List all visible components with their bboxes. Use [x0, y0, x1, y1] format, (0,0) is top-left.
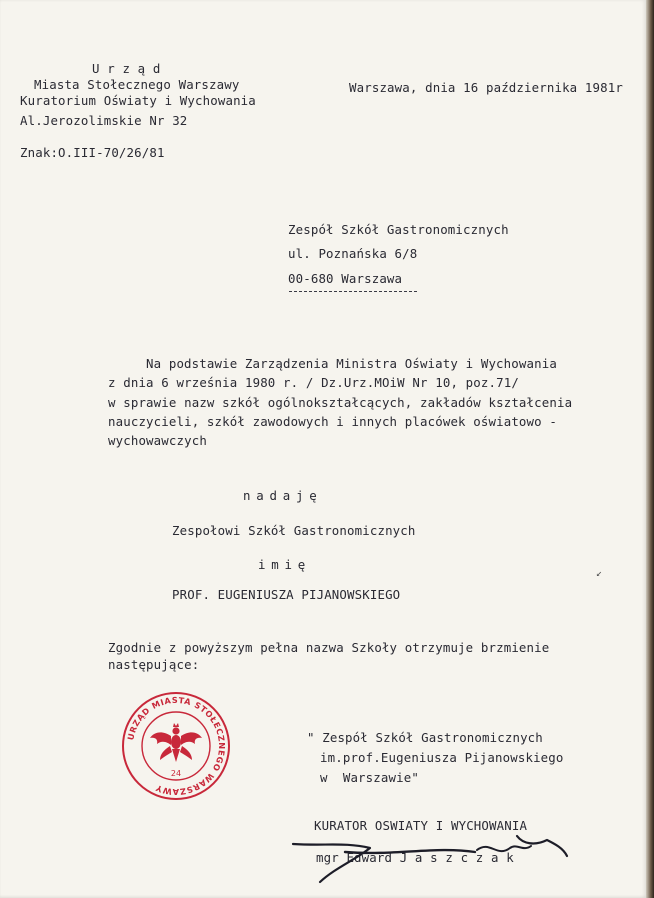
- paragraph-line-1: Na podstawie Zarządzenia Ministra Oświaty i Wychowania: [146, 356, 557, 371]
- full-name-line-3: w Warszawie": [320, 770, 419, 785]
- recipient-street: ul. Poznańska 6/8: [288, 246, 418, 261]
- conclusion-line-1: Zgodnie z powyższym pełna nazwa Szkoły otrzymuje brzmienie: [108, 640, 550, 655]
- conclusion-line-2: następujące:: [108, 657, 200, 672]
- patron-name: PROF. EUGENIUSZA PIJANOWSKIEGO: [172, 587, 401, 602]
- reference-number: Znak:O.III-70/26/81: [20, 145, 165, 160]
- ink-spot: ↙: [596, 568, 603, 579]
- stamp-text: URZĄD MIASTA STOŁECZNEGO WARSZAWY: [125, 694, 228, 798]
- stamp-number: 24: [170, 769, 182, 778]
- paragraph-line-5: wychowawczych: [108, 433, 207, 448]
- eagle-emblem-icon: [150, 723, 202, 762]
- grants-word: nadaję: [243, 488, 323, 503]
- official-stamp: [120, 690, 232, 802]
- paragraph-line-4: nauczycieli, szkół zawodowych i innych placówek oświatowo -: [108, 414, 557, 429]
- recipient-underline: [289, 291, 417, 292]
- recipient-name: Zespół Szkół Gastronomicznych: [288, 222, 509, 237]
- name-word: imię: [258, 557, 312, 572]
- office-line-1: U r z ą d: [92, 61, 161, 76]
- signatory-name: mgr Edward J a s z c z a k: [316, 850, 514, 865]
- document-date: Warszawa, dnia 16 października 1981r: [349, 80, 623, 95]
- office-address: Al.Jerozolimskie Nr 32: [20, 113, 188, 128]
- office-line-3: Kuratorium Oświaty i Wychowania: [20, 93, 256, 108]
- handwritten-signature: [285, 830, 585, 890]
- full-name-line-2: im.prof.Eugeniusza Pijanowskiego: [320, 750, 564, 765]
- paragraph-line-3: w sprawie nazw szkół ogólnokształcących, zakładów kształcenia: [108, 395, 573, 410]
- school-name-dative: Zespołowi Szkół Gastronomicznych: [172, 523, 416, 538]
- page-edge-shadow: [646, 0, 654, 898]
- signatory-title: KURATOR OSWIATY I WYCHOWANIA: [314, 818, 528, 833]
- paragraph-line-2: z dnia 6 września 1980 r. / Dz.Urz.MOiW Nr 10, poz.71/: [108, 375, 519, 390]
- recipient-city: 00-680 Warszawa: [288, 271, 403, 286]
- office-line-2: Miasta Stołecznego Warszawy: [34, 77, 240, 92]
- full-name-line-1: " Zespół Szkół Gastronomicznych: [307, 730, 543, 745]
